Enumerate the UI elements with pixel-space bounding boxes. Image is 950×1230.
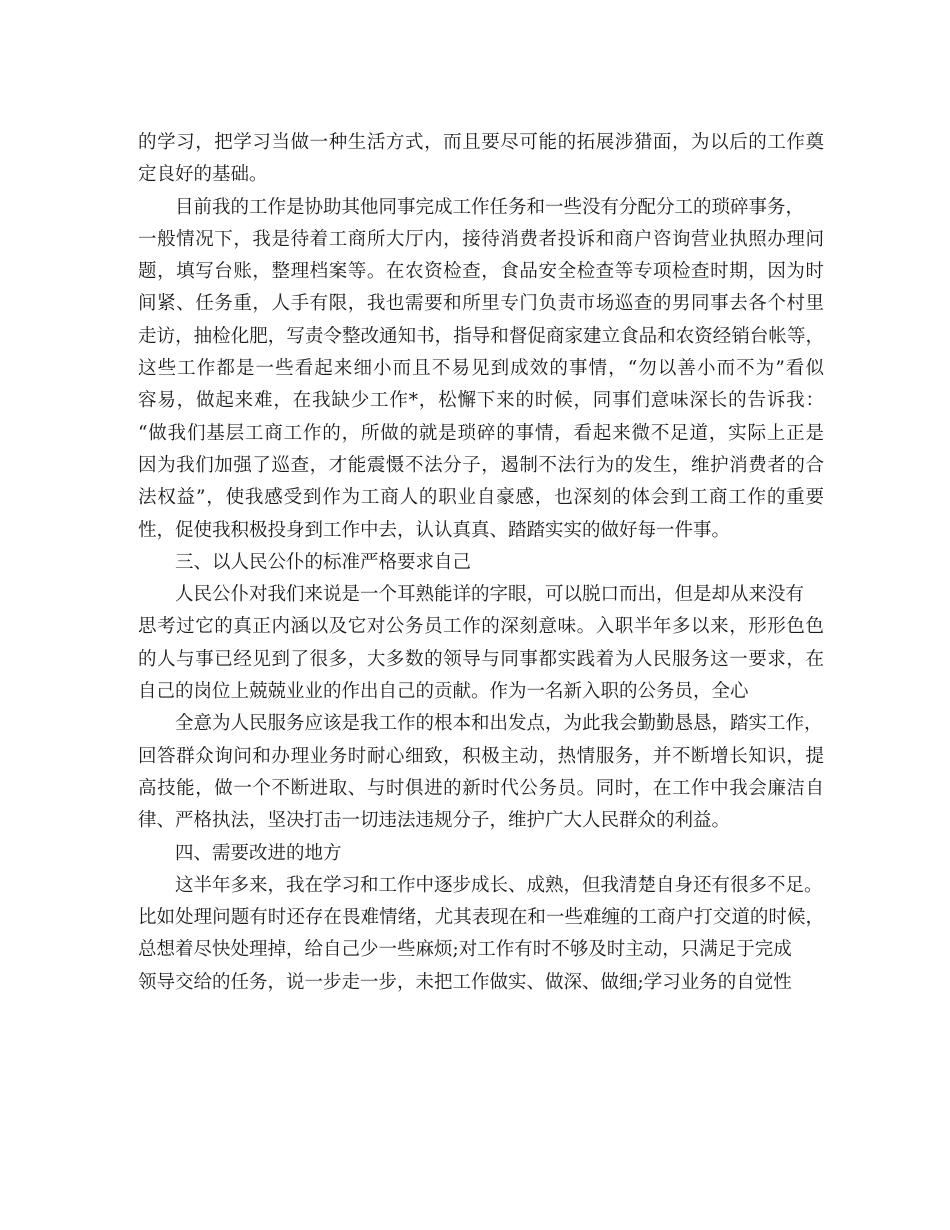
text-line: 思考过它的真正内涵以及它对公务员工作的深刻意味。入职半年多以来，形形色色 [138, 616, 824, 638]
text-line: 容易，做起来难，在我缺少工作*，松懈下来的时候，同事们意味深长的告诉我： [138, 390, 824, 412]
text-line: 三、以人民公仆的标准严格要求自己 [175, 551, 472, 573]
text-line: 法权益”，使我感受到作为工商人的职业自豪感，也深刻的体会到工商工作的重要 [138, 487, 824, 509]
text-line: 四、需要改进的地方 [175, 842, 342, 864]
text-line: 定良好的基础。 [138, 164, 268, 186]
text-line: 全意为人民服务应该是我工作的根本和出发点，为此我会勤勤恳恳，踏实工作， [175, 713, 823, 735]
text-line: 走访，抽检化肥，写责令整改通知书，指导和督促商家建立食品和农资经销台帐等， [138, 325, 824, 347]
text-line: 间紧、任务重，人手有限，我也需要和所里专门负责市场巡查的男同事去各个村里 [138, 293, 824, 315]
text-line: 回答群众询问和办理业务时耐心细致，积极主动，热情服务，并不断增长知识，提 [138, 745, 824, 767]
text-line: 人民公仆对我们来说是一个耳熟能详的字眼，可以脱口而出，但是却从来没有 [175, 584, 805, 606]
text-line: 的人与事已经见到了很多，大多数的领导与同事都实践着为人民服务这一要求，在 [138, 648, 824, 670]
text-line: 一般情况下，我是待着工商所大厅内，接待消费者投诉和商户咨询营业执照办理问 [138, 228, 824, 250]
text-line: 律、严格执法，坚决打击一切违法违规分子，维护广大人民群众的利益。 [138, 810, 731, 832]
text-line: 总想着尽快处理掉，给自己少一些麻烦;对工作有时不够及时主动，只满足于完成 [138, 939, 792, 961]
text-line: 这半年多来，我在学习和工作中逐步成长、成熟，但我清楚自身还有很多不足。 [175, 874, 823, 896]
text-line: 自己的岗位上兢兢业业的作出自己的贡献。作为一名新入职的公务员，全心 [138, 681, 749, 703]
text-line: 比如处理问题有时还存在畏难情绪，尤其表现在和一些难缠的工商户打交道的时候， [138, 907, 824, 929]
text-line: 目前我的工作是协助其他同事完成工作任务和一些没有分配分工的琐碎事务， [175, 196, 805, 218]
text-line: 题，填写台账，整理档案等。在农资检查，食品安全检查等专项检查时期，因为时 [138, 261, 824, 283]
text-line: 这些工作都是一些看起来细小而且不易见到成效的事情，“勿以善小而不为”看似 [138, 358, 824, 380]
text-line: 的学习，把学习当做一种生活方式，而且要尽可能的拓展涉猎面，为以后的工作奠 [138, 132, 824, 153]
document-body [138, 127, 824, 999]
text-line: 领导交给的任务，说一步走一步，未把工作做实、做深、做细;学习业务的自觉性 [138, 971, 792, 993]
text-line: 高技能，做一个不断进取、与时俱进的新时代公务员。同时，在工作中我会廉洁自 [138, 777, 824, 799]
text-line: “做我们基层工商工作的，所做的就是琐碎的事情，看起来微不足道，实际上正是 [138, 422, 824, 444]
text-line: 性，促使我积极投身到工作中去，认认真真、踏踏实实的做好每一件事。 [138, 519, 731, 541]
text-line: 因为我们加强了巡查，才能震慑不法分子，遏制不法行为的发生，维护消费者的合 [138, 454, 824, 476]
